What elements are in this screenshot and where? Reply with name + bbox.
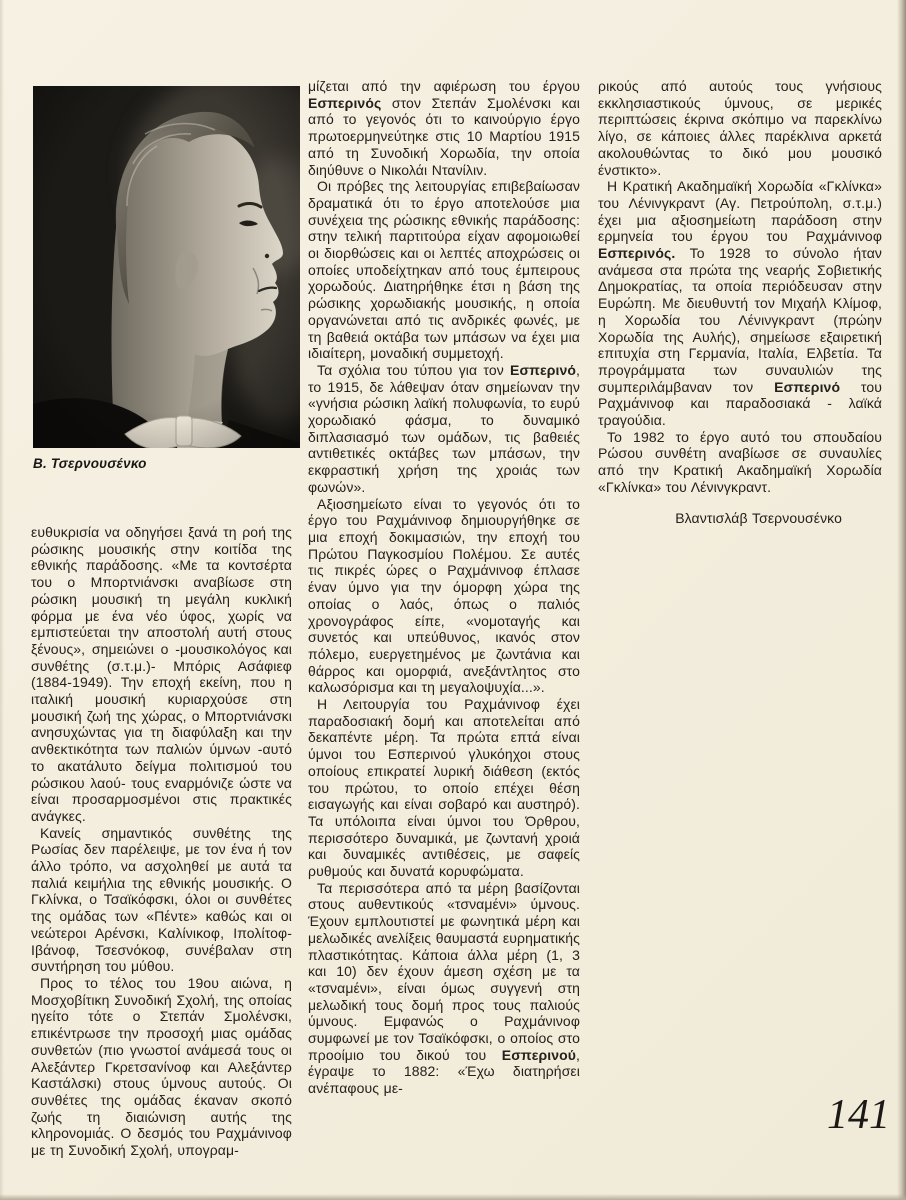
- paragraph: Κανείς σημαντικός συνθέτης της Ρωσίας δεν παρέλειψε, με τον ένα ή τον άλλο τρόπο, να ασχοληθεί με αυτά τα παλιά κειμήλια της εθνικής μουσικής. Ο Γκλίνκα, ο Τσαϊκόφσκι, όλοι οι συνθέτες της ομάδας των «Πέντε» καθώς και οι νεώτεροι Αρένσκι, Καλίνικοφ, Ιπολίτοφ-Ιβάνοφ, Τσεσνόκοφ, συνέβαλαν στη συντήρηση του μύθου.: [31, 824, 292, 975]
- scan-edge-left: [0, 0, 4, 1200]
- scan-edge-bottom: [0, 1194, 906, 1200]
- paragraph: Προς το τέλος του 19ου αιώνα, η Μοσχοβίτικη Συνοδική Σχολή, της οποίας ηγείτο τότε ο Στεπάν Σμολένσκι, επικέντρωσε την προσοχή μιας ομάδας συνθετών (πιο γνωστοί ανάμεσά τους οι Αλεξάντερ Γκρετσανίνοφ και Αλεξάντερ Καστάλσκι) στους ύμνους αυτούς. Οι συνθέτες της ομάδας έκαναν σκοπό ζωής τη διαιώνιση αυτής της κληρονομιάς. Ο δεσμός του Ραχμάνινοφ με τη Συνοδική Σχολή, υπογραμ-: [31, 974, 292, 1159]
- scan-edge-right: [897, 0, 906, 1200]
- author-byline: Βλαντισλάβ Τσερνουσένκο: [675, 509, 842, 526]
- paragraph: Τα περισσότερα από τα μέρη βασίζονται στους αυθεντικούς «τσναμένι» ύμνους. Έχουν εμπλουτιστεί με φωνητικά μέρη και μελωδικές ανελίξεις θαυμαστά ευρηματικής πλαστικότητας. Κάποια άλλα μέρη (1, 3 και 10) δεν έχουν άμεση σχέση με τα «τσναμένι», είναι όμως συγγενή στη μελωδική τους δομή προς τους παλιούς ύμνους. Εμφανώς ο Ραχμάνινοφ συμφωνεί με τον Τσαϊκόφσκι, ο οποίος στο προοίμιο του δικού του Εσπερινού, έγραψε το 1882: «Έχω διατηρήσει ανέπαφους με-: [308, 879, 580, 1097]
- paragraph: Αξιοσημείωτο είναι το γεγονός ότι το έργο του Ραχμάνινοφ δημιουργήθηκε σε μια εποχή δοκιμασιών, την εποχή του Πρώτου Παγκοσμίου Πολέμου. Σε αυτές τις πικρές ώρες ο Ραχμάνινοφ έπλασε έναν ύμνο για την όμορφη χώρα της οποίας ο λαός, όπως ο παλιός χρονογράφος είπε, «νομοταγής και συνετός και υπεύθυνος, ικανός στον πόλεμο, ευεργετημένος με ζωντάνια και θάρρος και ομορφιά, ανεξάντλητος στο καλωσόρισμα και τη μεγαλοψυχία...».: [308, 495, 580, 696]
- portrait-photo: [33, 86, 300, 448]
- paragraph: Το 1982 το έργο αυτό του σπουδαίου Ρώσου συνθέτη αναβίωσε σε συναυλίες από την Κρατική Ακαδημαϊκή Χορωδία «Γκλίνκα» του Λένινγκραντ.: [598, 428, 882, 495]
- photo-caption: Β. Τσερνουσένκο: [33, 456, 147, 471]
- column-left: [31, 524, 292, 1159]
- paragraph: Τα σχόλια του τύπου για τον Εσπερινό, το 1915, δε λάθεψαν όταν σημείωναν την «γνήσια ρώσικη λαϊκή πολυφωνία, το ευρύ χορωδιακό φάσμα, το δυναμικό διπλασιασμό των ομάδων, τις βαθειές αντιθετικές οκτάβες των μπάσων, την εκφραστική χρήση της χροιάς των φωνών».: [308, 361, 580, 495]
- paragraph: Η Κρατική Ακαδημαϊκή Χορωδία «Γκλίνκα» του Λένινγκραντ (Αγ. Πετρούπολη, σ.τ.μ.) έχει μια αξιοσημείωτη παράδοση στην ερμηνεία του έργου του Ραχμάνινοφ Εσπερινός. Το 1928 το σύνολο ήταν ανάμεσα στα πρώτα της νεαρής Σοβιετικής Δημοκρατίας, τα οποία περιόδευσαν στην Ευρώπη. Με διευθυντή τον Μιχαήλ Κλίμοφ, η Χορωδία του Λένινγκραντ (πρώην Χορωδία της Αυλής), σημείωσε εξαιρετική επιτυχία στη Γερμανία, Ιταλία, Ελβετία. Τα προγράμματα των συναυλιών της συμπεριλάμβαναν τον Εσπερινό του Ραχμάνινοφ και παραδοσιακά - λαϊκά τραγούδια.: [598, 178, 883, 429]
- paragraph: ευθυκρισία να οδηγήσει ξανά τη ροή της ρώσικης μουσικής στην κοιτίδα της εθνικής παράδοσης. «Με τα κοντσέρτα του ο Μπορτνιάνσκι αναβίωσε στη ρώσικη μουσική τη μεγάλη κυκλική φόρμα με ένα νέο ύφος, χωρίς να εμπιστεύεται την αποστολή αυτή στους ξένους», σημειώνει ο -μουσικολόγος και συνθέτης (σ.τ.μ.)- Μπόρις Ασάφιεφ (1884-1949). Την εποχή εκείνη, που η ιταλική μουσική κυριαρχούσε στη μουσική ζωή της χώρας, ο Μπορτνιάνσκι ανησυχώντας για τη διαφύλαξη και την ανθεκτικότητα των παλιών ύμνων -αυτό το ακατάλυτο δείγμα πολιτισμού του ρώσικου λαού- τους εναρμόνιζε ώστε να είναι προσαρμοσμένοι στις πρακτικές ανάγκες.: [31, 524, 292, 824]
- paragraph: μίζεται από την αφιέρωση του έργου Εσπερινός στον Στεπάν Σμολένσκι και από το γεγονός ότι το καινούργιο έργο πρωτοερμηνεύτηκε στις 10 Μαρτίου 1915 από τη Συνοδική Χορωδία, την οποία διηύθυνε ο Νικολάι Ντανίλιν.: [308, 78, 580, 178]
- paragraph: Οι πρόβες της λειτουργίας επιβεβαίωσαν δραματικά ότι το έργο αποτελούσε μια συνέχεια της ρώσικης εθνικής παράδοσης: στην τελική παρτιτούρα είχαν αφομοιωθεί οι διορθώσεις και οι λεπτές αποχρώσεις οι οποίες υποδείχτηκαν από τους έμπειρους χορωδούς. Διατηρήθηκε έτσι η βάση της ρώσικης χορωδιακής μουσικής, η οποία οργανώνεται από τις ανδρικές φωνές, με τη βαθειά οκτάβα των μπάσων να έχει μια ιδιαίτερη, μοναδική συμμετοχή.: [308, 178, 580, 362]
- column-right: [598, 78, 882, 526]
- column-middle: [308, 78, 580, 1097]
- page-number: 141: [827, 1092, 890, 1138]
- photo-block: [33, 86, 300, 471]
- paragraph: Η Λειτουργία του Ραχμάνινοφ έχει παραδοσιακή δομή και αποτελείται από δεκαπέντε μέρη. Τα πρώτα επτά είναι ύμνοι του Εσπερινού γλυκόηχοι στους οποίους επικρατεί λυρική διάθεση (εκτός του πρώτου, το οποίο επέχει θέση εισαγωγής και είναι σοβαρό και αυστηρό). Τα υπόλοιπα είναι ύμνοι του Όρθρου, περισσότερο δυναμικά, με ζωντανή χροιά και δυναμικές αντιθέσεις, με σαφείς ρυθμούς και δυνατά κορυφώματα.: [308, 696, 580, 880]
- paragraph: ρικούς από αυτούς τους γνήσιους εκκλησιαστικούς ύμνους, σε μερικές περιπτώσεις έκρινα σκόπιμο να παρεκλίνω λίγο, σε κάποιες άλλες παρέκλινα αρκετά ακολουθώντας το δικό μου μουσικό ένστικτο».: [598, 78, 882, 178]
